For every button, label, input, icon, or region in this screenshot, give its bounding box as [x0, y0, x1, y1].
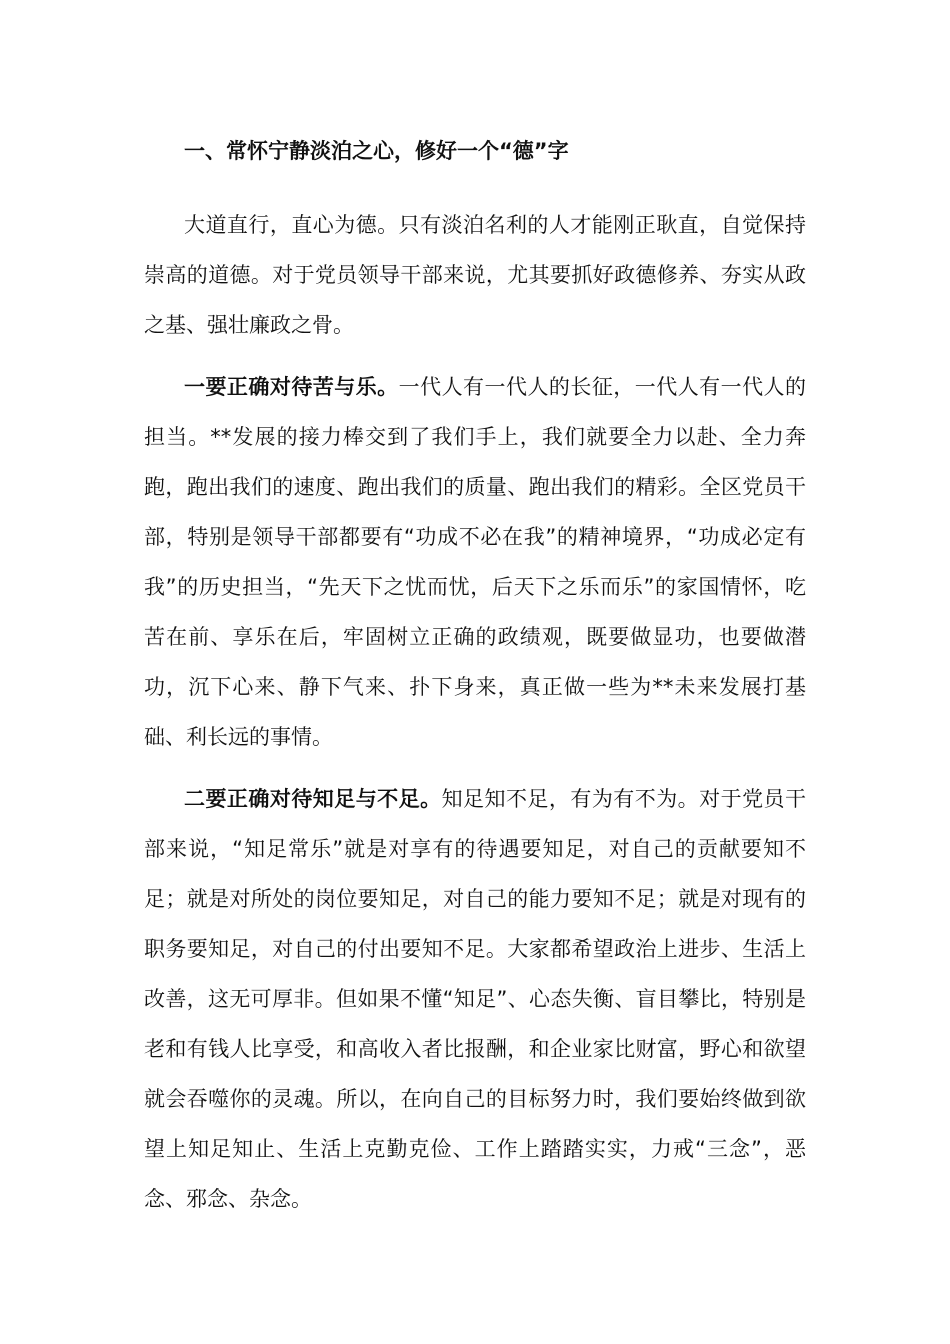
paragraph-intro: [144, 200, 806, 350]
paragraph-hardship-joy-text: 一代人有一代人的长征，一代人有一代人的担当。**发展的接力棒交到了我们手上，我们就要全力以赴、全力奔跑，跑出我们的速度、跑出我们的质量、跑出我们的精彩。全区党员干部，特别是领导干部都要有“功成不必在我”的精神境界，“功成必定有我”的历史担当，“先天下之忧而忧，后天下之乐而乐”的家国情怀，吃苦在前、享乐在后，牢固树立正确的政绩观，既要做显功，也要做潜功，沉下心来、静下气来、扑下身来，真正做一些为**未来发展打基础、利长远的事情。: [144, 375, 807, 749]
paragraph-contentment: [144, 774, 806, 1224]
paragraph-contentment-text: 知足知不足，有为有不为。对于党员干部来说，“知足常乐”就是对享有的待遇要知足，对自己的贡献要知不足；就是对所处的岗位要知足，对自己的能力要知不足；就是对现有的职务要知足，对自己的付出要知不足。大家都希望政治上进步、生活上改善，这无可厚非。但如果不懂“知足”、心态失衡、盲目攀比，特别是老和有钱人比享受，和高收入者比报酬，和企业家比财富，野心和欲望就会吞噬你的灵魂。所以，在向自己的目标努力时，我们要始终做到欲望上知足知止、生活上克勤克俭、工作上踏踏实实，力戒“三念”，恶念、邪念、杂念。: [144, 787, 807, 1211]
document-body: [144, 126, 806, 1224]
paragraph-hardship-joy: [144, 362, 806, 762]
paragraph-hardship-joy-lead: 一要正确对待苦与乐。: [184, 375, 399, 399]
paragraph-intro-text: 大道直行，直心为德。只有淡泊名利的人才能刚正耿直，自觉保持崇高的道德。对于党员领导干部来说，尤其要抓好政德修养、夯实从政之基、强壮廉政之骨。: [144, 213, 806, 337]
section-heading: 一、常怀宁静淡泊之心，修好一个“德”字: [184, 139, 569, 163]
paragraph-contentment-lead: 二要正确对待知足与不足。: [184, 787, 442, 811]
